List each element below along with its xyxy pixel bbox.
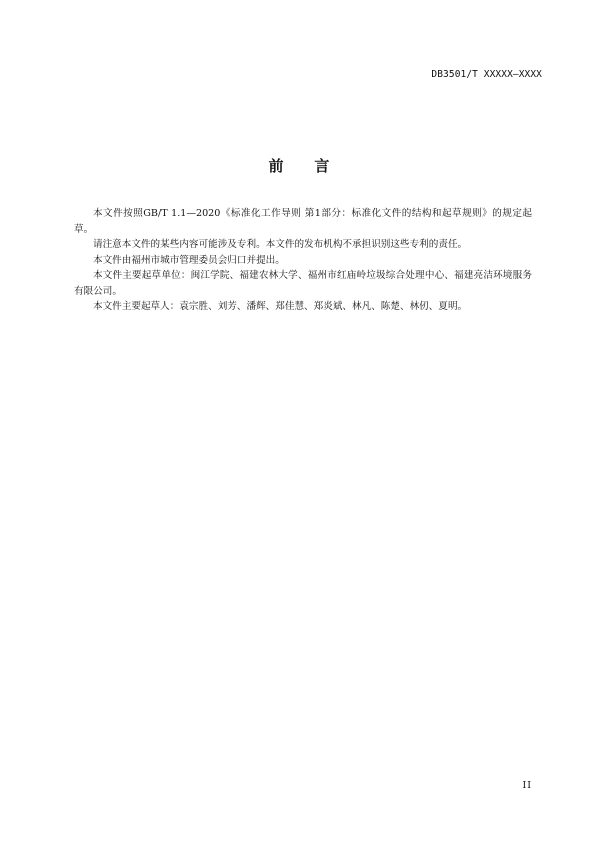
paragraph-drafting-units: 本文件主要起草单位：闽江学院、福建农林大学、福州市红庙岭垃圾综合处理中心、福建亮洁环境服务有限公司。	[74, 270, 532, 297]
document-code: DB3501/T XXXXX—XXXX	[431, 69, 542, 80]
paragraph-patent-notice: 请注意本文件的某些内容可能涉及专利。本文件的发布机构不承担识别这些专利的责任。	[93, 239, 468, 250]
foreword-body	[74, 206, 532, 315]
page-title: 前 言	[268, 157, 332, 175]
page-number: II	[522, 780, 532, 791]
paragraph-drafters: 本文件主要起草人：袁宗胜、刘芳、潘辉、郑佳慧、郑炎斌、林凡、陈楚、林仞、夏明。	[93, 301, 468, 312]
paragraph-drafting-rules: 本文件按照GB/T 1.1—2020《标准化工作导则 第1部分：标准化文件的结构和起草规则》的规定起草。	[74, 208, 532, 235]
paragraph-proposer: 本文件由福州市城市管理委员会归口并提出。	[93, 254, 285, 266]
